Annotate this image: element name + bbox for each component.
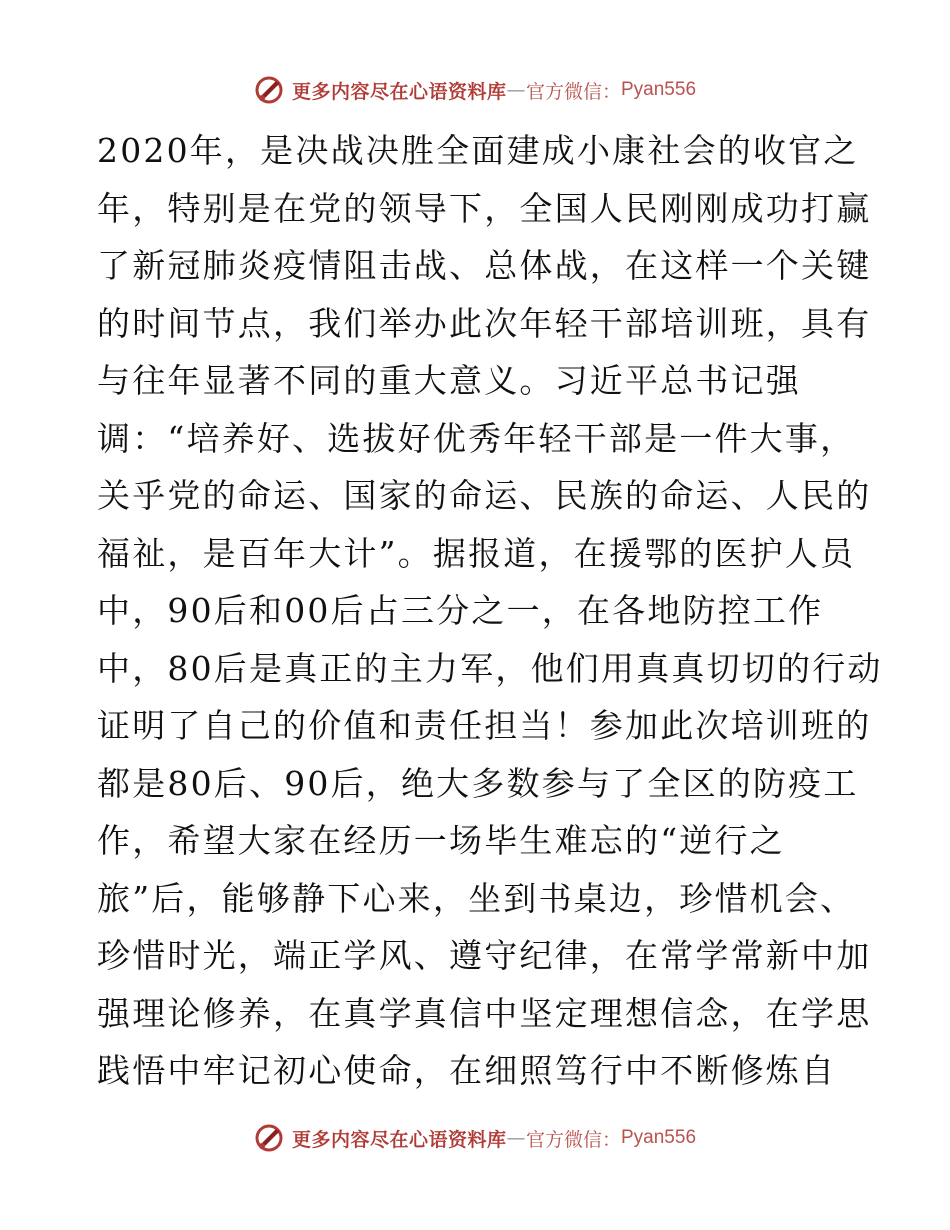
body-line: 强理论修养，在真学真信中坚定理想信念，在学思 bbox=[97, 993, 872, 1033]
body-line: 福祉，是百年大计”。据报道，在援鄂的医护人员 bbox=[97, 533, 856, 573]
body-line: 都是80后、90后，绝大多数参与了全区的防疫工 bbox=[97, 763, 859, 803]
footer-wechat-id: Pyan556 bbox=[621, 1127, 697, 1148]
body-line: 的时间节点，我们举办此次年轻干部培训班，具有 bbox=[97, 303, 872, 343]
header-watermark bbox=[0, 70, 950, 110]
body-line: 珍惜时光，端正学风、遵守纪律，在常学常新中加 bbox=[97, 936, 872, 975]
body-line: 践悟中牢记初心使命，在细照笃行中不断修炼自 bbox=[97, 1051, 837, 1090]
body-line: 2020年，是决战决胜全面建成小康社会的收官之 bbox=[97, 131, 859, 170]
ink-brush-logo-icon bbox=[254, 1123, 284, 1153]
body-line: 证明了自己的价值和责任担当！参加此次培训班的 bbox=[97, 706, 872, 745]
header-separator: — bbox=[506, 79, 526, 101]
ink-brush-logo-icon bbox=[254, 75, 284, 105]
body-line: 关乎党的命运、国家的命运、民族的命运、人民的 bbox=[97, 476, 872, 515]
document-body bbox=[97, 122, 883, 1100]
footer-separator: — bbox=[506, 1127, 526, 1149]
body-line: 旅”后，能够静下心来，坐到书桌边，珍惜机会、 bbox=[97, 878, 856, 918]
header-brand-text: 更多内容尽在心语资料库 bbox=[291, 80, 507, 103]
footer-watermark bbox=[0, 1118, 950, 1158]
body-line: 中，90后和00后占三分之一，在各地防控工作 bbox=[97, 591, 824, 630]
body-line: 与往年显著不同的重大意义。习近平总书记强 bbox=[97, 361, 801, 400]
header-wechat-label: 官方微信： bbox=[525, 80, 621, 103]
body-line: 年，特别是在党的领导下，全国人民刚刚成功打赢 bbox=[97, 188, 872, 228]
header-wechat-id: Pyan556 bbox=[621, 79, 697, 100]
body-line: 中，80后是真正的主力军，他们用真真切切的行动 bbox=[97, 648, 883, 688]
footer-brand-text: 更多内容尽在心语资料库 bbox=[291, 1128, 507, 1151]
body-line: 了新冠肺炎疫情阻击战、总体战，在这样一个关键 bbox=[97, 246, 872, 285]
body-line: 调：“培养好、选拔好优秀年轻干部是一件大事， bbox=[97, 418, 856, 458]
body-line: 作，希望大家在经历一场毕生难忘的“逆行之 bbox=[97, 821, 785, 860]
footer-wechat-label: 官方微信： bbox=[525, 1128, 621, 1151]
